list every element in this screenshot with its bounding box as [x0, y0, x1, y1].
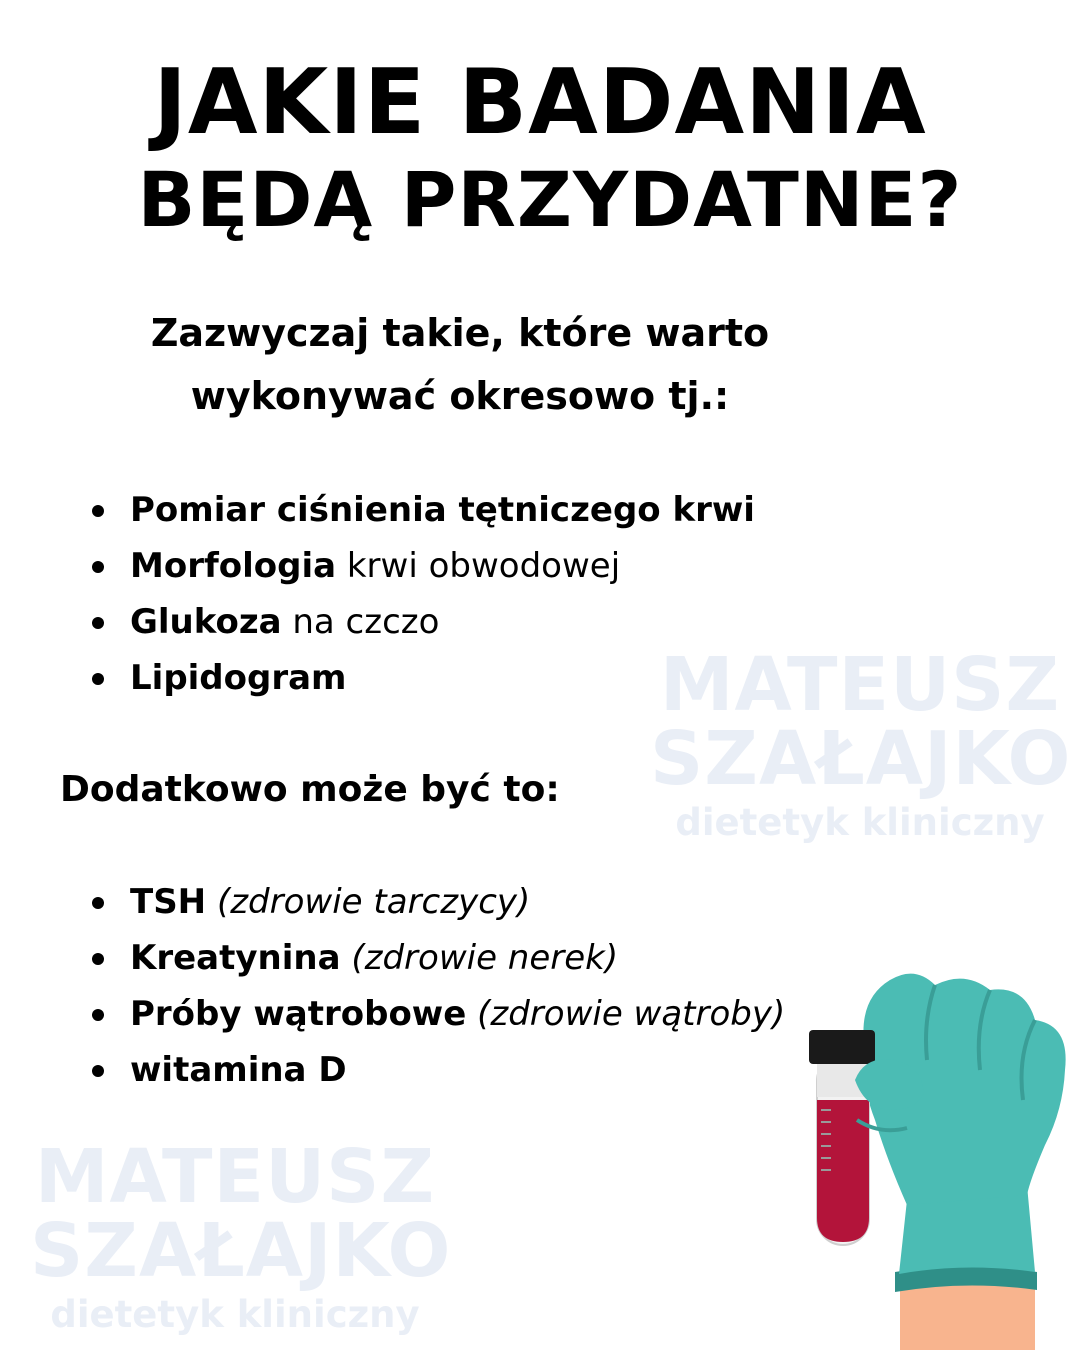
test-tube	[809, 1030, 875, 1245]
watermark-profession: dietetyk kliniczny	[50, 1293, 420, 1336]
watermark-name-last: SZAŁAJKO	[30, 1208, 452, 1294]
test-name: Kreatynina	[130, 938, 341, 978]
watermark-name-first: MATEUSZ	[659, 642, 1061, 728]
main-tests-list	[92, 482, 755, 706]
bullet-icon	[92, 1009, 104, 1021]
bullet-icon	[92, 897, 104, 909]
gloved-hand-holding-blood-test-tube-icon	[795, 960, 1080, 1350]
test-name: Lipidogram	[130, 658, 347, 698]
list-item	[92, 930, 785, 986]
bullet-icon	[92, 953, 104, 965]
test-note: (zdrowie tarczycy)	[206, 882, 531, 922]
tube-cap	[809, 1030, 875, 1064]
test-note: (zdrowie wątroby)	[466, 994, 786, 1034]
test-name: Próby wątrobowe	[130, 994, 467, 1034]
list-item	[92, 1042, 785, 1098]
list-item	[92, 538, 755, 594]
test-detail: krwi obwodowej	[336, 546, 621, 586]
intro-line-2: wykonywać okresowo tj.:	[190, 374, 730, 418]
page-title-line-1: JAKIE BADANIA	[153, 50, 927, 155]
extra-tests-heading: Dodatkowo może być to:	[60, 769, 560, 810]
bullet-icon	[92, 561, 104, 573]
watermark-logo-left	[30, 1134, 452, 1336]
test-name: Morfologia	[130, 546, 337, 586]
list-item	[92, 874, 785, 930]
bullet-icon	[92, 673, 104, 685]
bullet-icon	[92, 617, 104, 629]
bullet-icon	[92, 505, 104, 517]
watermark-profession: dietetyk kliniczny	[675, 801, 1045, 844]
list-item	[92, 650, 755, 706]
list-item	[92, 986, 785, 1042]
list-item	[92, 594, 755, 650]
bullet-icon	[92, 1065, 104, 1077]
test-note: (zdrowie nerek)	[340, 938, 619, 978]
test-name: Glukoza	[130, 602, 282, 642]
page-title-line-2: BĘDĄ PRZYDATNE?	[137, 155, 963, 244]
intro-line-1: Zazwyczaj takie, które warto	[150, 311, 770, 355]
list-item	[92, 482, 755, 538]
wrist-skin	[900, 1285, 1035, 1350]
extra-tests-list	[92, 874, 785, 1098]
test-detail: na czczo	[281, 602, 440, 642]
watermark-name-first: MATEUSZ	[34, 1134, 436, 1220]
test-name: Pomiar ciśnienia tętniczego krwi	[130, 490, 755, 530]
test-name: witamina D	[130, 1050, 347, 1090]
test-name: TSH	[130, 882, 207, 922]
watermark-name-last: SZAŁAJKO	[650, 716, 1072, 802]
